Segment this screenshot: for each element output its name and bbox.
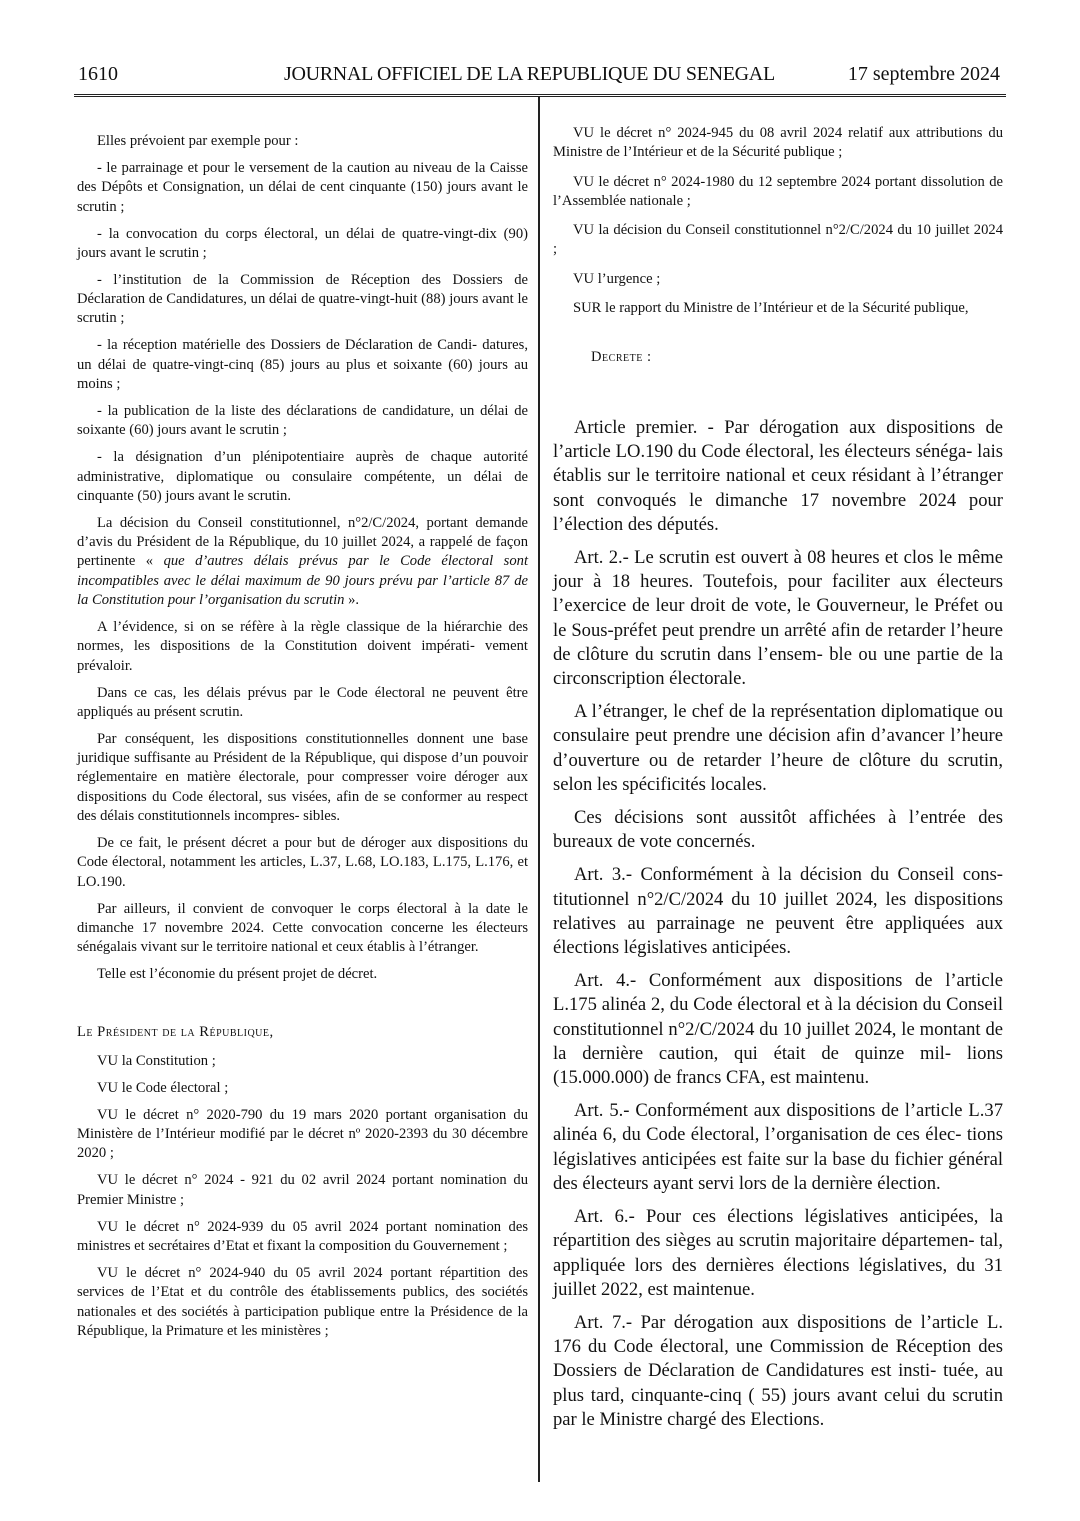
visa-item: VU le décret n° 2024-939 du 05 avril 2024 portant nomination des ministres et secrétaires d’Etat et fixant la composition du Gouvernement ;	[77, 1218, 528, 1254]
body-paragraph: Par ailleurs, il convient de convoquer le corps électoral à la date le dimanche 17 novembre 2024. Cette convocation concerne les électeurs sénégalais vivant sur le territoire national et ceux établis à l’étranger.	[77, 900, 528, 956]
decision-paragraph	[77, 514, 528, 610]
intro-paragraph: Elles prévoient par exemple pour :	[97, 133, 299, 149]
list-item: - la désignation d’un plénipotentiaire auprès de chaque autorité administrative, diplomatique ou consulaire compétente, un délai de cinquante (50) jours avant le scrutin.	[77, 449, 528, 504]
visa-item: VU le décret n° 2024 - 921 du 02 avril 2024 portant nomination du Premier Ministre ;	[77, 1172, 528, 1208]
column-divider	[538, 96, 540, 1482]
right-column-articles	[553, 416, 1003, 1441]
article-paragraph: Art. 2.- Le scrutin est ouvert à 08 heures et clos le même jour à 18 heures. Toutefois, pour faciliter aux électeurs l’exercice de leur droit de vote, le Gouverneur, le Préfet ou le Sous-préfet peut prendre un arrêté afin de retarder l’heure de clôture du scrutin dans l’ensem- ble ou une partie de la circonscription électorale.	[553, 547, 1003, 690]
visa-item: VU le décret n° 2024-940 du 05 avril 2024 portant répartition des services de l’Etat et du contrôle des établissements publics, des sociétés nationales et des sociétés à participation publique entre la Présidence de la République, la Primature et les ministères ;	[77, 1264, 528, 1339]
decision-quote: que d’autres délais prévus par le Code électoral sont incompatibles avec le délai maximum de 90 jours prévu par l’article 87 de la Constitution pour l’organisation du scrutin	[77, 553, 528, 609]
body-paragraph: Par conséquent, les dispositions constitutionnelles donnent une base juridique suffisante au Président de la République, qui dispose d’un pouvoir réglementaire en matière électorale, pour compresser voire déroger aux dispositions du Code électoral, sus visées, afin de se conformer au respect des délais constitutionnels incompres- sibles.	[77, 730, 528, 825]
visa-item: VU le décret n° 2024-1980 du 12 septembre 2024 portant dissolution de l’Assemblée nationale ;	[553, 173, 1003, 209]
header-rule	[74, 94, 1006, 97]
body-paragraph: Telle est l’économie du présent projet de décret.	[97, 966, 378, 983]
body-paragraph: Dans ce cas, les délais prévus par le Code électoral ne peuvent être appliqués au présent scrutin.	[77, 684, 528, 720]
list-item: - le parrainage et pour le versement de la caution au niveau de la Caisse des Dépôts et Consignation, un délai de cent cinquante (150) jours avant le scrutin ;	[77, 159, 528, 215]
article-paragraph: Art. 3.- Conformément à la décision du Conseil cons- titutionnel n°2/C/2024 du 10 juillet 2024, les dispositions relatives au parrainage ne peuvent être appliquées aux élections législatives anticipées.	[553, 864, 1003, 959]
article-paragraph: Article premier. - Par dérogation aux dispositions de l’article LO.190 du Code électoral, les électeurs sénéga- lais établis sur le territoire national et ceux résidant à l’étranger sont convoqués le dimanche 17 novembre 2024 pour l’élection des députés.	[553, 417, 1003, 535]
page-header	[78, 60, 1000, 88]
article-paragraph: A l’étranger, le chef de la représentation diplomatique ou consulaire peut prendre une décision afin d’avancer l’heure d’ouverture ou de retarder l’heure de clôture du scrutin, selon les spécificités locales.	[553, 701, 1003, 795]
left-column	[77, 132, 528, 1349]
issue-date: 17 septembre 2024	[847, 63, 1000, 85]
visa-item: VU la décision du Conseil constitutionnel n°2/C/2024 du 10 juillet 2024 ;	[553, 222, 1003, 258]
body-paragraph: De ce fait, le présent décret a pour but de déroger aux dispositions du Code électoral, notamment les articles, L.37, L.68, LO.183, L.175, L.176, et LO.190.	[77, 835, 528, 890]
visa-item: VU le décret n° 2020-790 du 19 mars 2020 portant organisation du Ministère de l’Intérieur modifié par le décret nº 2020-2393 du 30 décembre 2020 ;	[77, 1106, 528, 1162]
visa-item: SUR le rapport du Ministre de l’Intérieur et de la Sécurité publique,	[573, 300, 969, 317]
visa-item: VU le décret n° 2024-945 du 08 avril 2024 relatif aux attributions du Ministre de l’Intérieur et de la Sécurité publique ;	[553, 125, 1003, 161]
article-paragraph: Art. 6.- Pour ces élections législatives anticipées, la répartition des sièges au scrutin majoritaire départemen- tal, appliquée lors des dernières élections législatives, du 31 juillet 2022, est maintenue.	[553, 1206, 1003, 1300]
body-paragraph: A l’évidence, si on se réfère à la règle classique de la hiérarchie des normes, les dispositions de la Constitution doivent impérati- vement prévaloir.	[77, 619, 528, 674]
article-paragraph: Ces décisions sont aussitôt affichées à l’entrée des bureaux de vote concernés.	[553, 807, 1003, 853]
president-heading: Le Président de la République,	[77, 1023, 274, 1040]
list-item: - la convocation du corps électoral, un délai de quatre-vingt-dix (90) jours avant le scrutin ;	[77, 225, 528, 261]
visa-item: VU l’urgence ;	[573, 270, 661, 287]
article-paragraph: Art. 5.- Conformément aux dispositions de l’article L.37 alinéa 6, du Code électoral, l’organisation de ces élec- tions législatives anticipées est faite sur la base du fichier général des électeurs ayant servi lors de la dernière élection.	[553, 1100, 1003, 1194]
decision-text: La décision du Conseil constitutionnel, n°2/C/2024, portant demande d’avis du Président de la République, du 10 juillet 2024, a rappelé de façon pertinente «	[77, 514, 528, 570]
article-paragraph: Art. 4.- Conformément aux dispositions de l’article L.175 alinéa 2, du Code électoral et à la décision du Conseil constitutionnel n°2/C/2024 du 10 juillet 2024, le montant de la dernière caution, qui était de quinze mil- lions (15.000.000) de francs CFA, est maintenu.	[553, 970, 1003, 1089]
list-item: - l’institution de la Commission de Réception des Dossiers de Déclaration de Candidatures, un délai de quatre-vingt-huit (88) jours avant le scrutin ;	[77, 271, 528, 327]
page-number: 1610	[78, 63, 118, 85]
list-item: - la publication de la liste des déclarations de candidature, un délai de soixante (60) jours avant le scrutin ;	[77, 403, 528, 439]
visa-item: VU le Code électoral ;	[97, 1079, 229, 1096]
list-item: - la réception matérielle des Dossiers de Déclaration de Candi- datures, un délai de quatre-vingt-cinq (85) jours au plus et soixante (60) jours au moins ;	[77, 337, 528, 393]
journal-title: JOURNAL OFFICIEL DE LA REPUBLIQUE DU SENEGAL	[284, 63, 775, 85]
visa-item: VU la Constitution ;	[97, 1052, 216, 1069]
right-column-visas	[553, 124, 1003, 378]
decrete-heading: Decrete :	[591, 349, 652, 366]
decision-end: ».	[348, 592, 360, 609]
article-paragraph: Art. 7.- Par dérogation aux dispositions de l’article L. 176 du Code électoral, une Commission de Réception des Dossiers de Déclaration de Candidatures est insti- tuée, au plus tard, cinquante-cinq ( 55) jours avant celui du scrutin par le Ministre chargé des Elections.	[553, 1311, 1003, 1430]
